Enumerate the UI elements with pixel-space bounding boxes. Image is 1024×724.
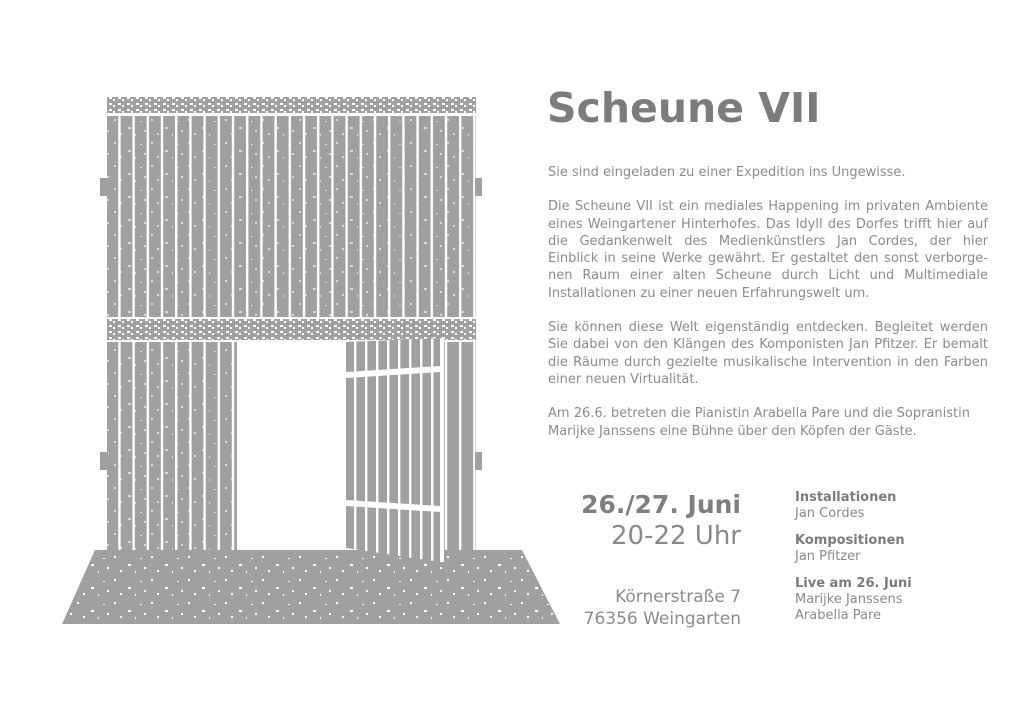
credit-name: Marijke Janssens <box>795 592 903 607</box>
credit-heading: Live am 26. Juni <box>795 576 912 591</box>
description-paragraph: Die Scheune VII ist ein mediales Happening im privaten Ambiente eines Weingartener Hinterhofes. Das Idyll des Dorfes trifft hier auf die Gedankenwelt des Medienkünstlers Jan Cordes, der hier Einblick in seine Werke gewährt. Er gestaltet den sonst verborge-nen Raum einer alten Scheune durch Licht und Multimediale Installationen zu einer neuen Erfahrungswelt um. <box>548 199 988 301</box>
description-paragraph: Sie können diese Welt eigenständig entdecken. Begleitet werden Sie dabei von den Klängen des Komponisten Jan Pfitzer. Er bemalt die Räume durch gezielte musikalische Intervention in den Farben einer neuen Virtualität. <box>548 320 988 387</box>
credit-live <box>795 576 912 624</box>
event-title: Scheune VII <box>547 84 821 132</box>
intro-paragraph: Sie sind eingeladen zu einer Expedition ins Ungewisse. <box>548 165 906 180</box>
description-paragraph: Am 26.6. betreten die Pianistin Arabella Pare und die Sopranistin Marijke Janssens eine Bühne über den Köpfen der Gäste. <box>548 406 970 439</box>
credits <box>795 490 912 624</box>
event-description <box>548 164 988 457</box>
event-time: 20-22 Uhr <box>610 521 741 551</box>
credit-heading: Kompositionen <box>795 533 905 548</box>
credit-compositions <box>795 533 912 565</box>
credit-installations <box>795 490 912 522</box>
address-street: Körnerstraße 7 <box>615 587 741 607</box>
credit-name: Jan Pfitzer <box>795 549 861 564</box>
event-dates: 26./27. Juni <box>581 490 741 519</box>
event-address <box>584 586 741 630</box>
address-city: 76356 Weingarten <box>583 609 741 629</box>
credit-name: Arabella Pare <box>795 608 882 623</box>
event-schedule <box>581 489 741 551</box>
credit-name: Jan Cordes <box>795 506 865 521</box>
credit-heading: Installationen <box>795 490 897 505</box>
